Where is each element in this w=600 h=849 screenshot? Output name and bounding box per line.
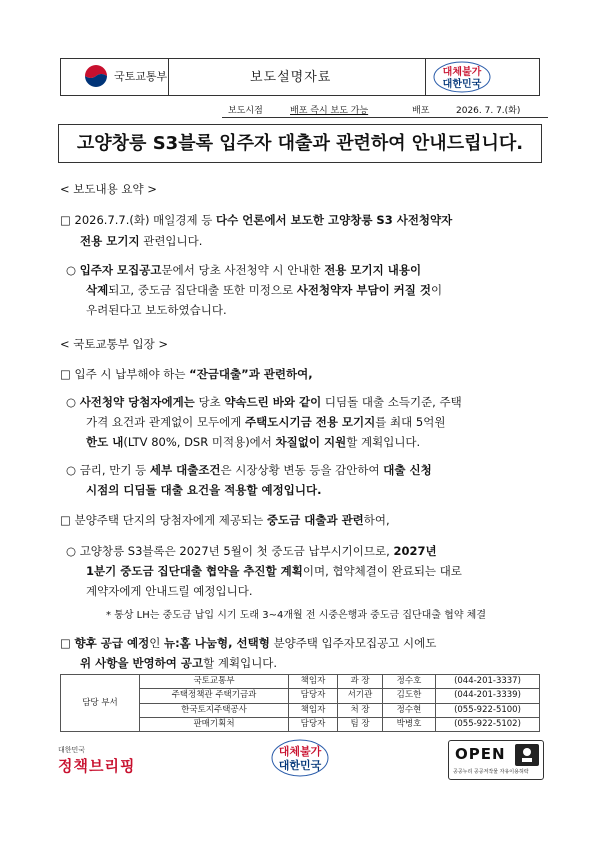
bullet-icon: ○	[66, 544, 80, 558]
position-item: □ 향후 공급 예정인 뉴:홈 나눔형, 선택형 분양주택 입주자모집공고 시에도	[60, 636, 437, 650]
summary-item: □ 2026.7.7.(화) 매일경제 등 다수 언론에서 보도한 고양창릉 S3 사전청약자	[60, 213, 453, 227]
header-divider	[168, 58, 169, 96]
position-subitem-cont: 한도 내(LTV 80%, DSR 미적용)에서 차질없이 지원할 계획입니다.	[86, 435, 421, 449]
ministry-name: 국토교통부	[114, 70, 168, 83]
svg-text:대체불가: 대체불가	[278, 745, 322, 758]
info-rule	[222, 117, 548, 118]
svg-text:대한민국: 대한민국	[278, 759, 322, 772]
korea-small-text: 대한민국	[58, 746, 86, 754]
org-sub: 주택정책관 주택기금과	[140, 689, 289, 703]
date-label: 배포	[412, 106, 430, 116]
org-name: 국토교통부	[140, 675, 289, 689]
svg-text:대한민국: 대한민국	[442, 79, 482, 90]
summary-item-cont: 전용 모기지 관련입니다.	[80, 234, 203, 248]
position-heading: < 국토교통부 입장 >	[60, 337, 169, 351]
position-item-cont: 위 사항을 반영하여 공고할 계획입니다.	[80, 656, 278, 670]
checkbox-icon: □	[60, 367, 75, 381]
contact-table	[60, 674, 540, 732]
position-subitem-cont: 1분기 중도금 집단대출 협약을 추진할 계획이며, 협약체결이 완료되는 대로	[86, 564, 462, 578]
summary-subitem-cont: 우려된다고 보도하였습니다.	[86, 303, 227, 317]
license-icon	[515, 744, 539, 766]
date-value: 2026. 7. 7.(화)	[456, 106, 521, 116]
position-subitem-cont: 계약자에게 안내드릴 예정입니다.	[86, 584, 253, 598]
table-row: 담당 부서 국토교통부 책임자 과 장 정수호 (044-201-3337)	[61, 675, 540, 689]
position-subitem: ○ 고양창릉 S3블록은 2027년 5월이 첫 중도금 납부시기이므로, 2027년	[66, 544, 437, 558]
checkbox-icon: □	[60, 636, 75, 650]
document-type: 보도설명자료	[250, 70, 332, 85]
bullet-icon: ○	[66, 395, 80, 409]
release-value: 배포 즉시 보도 가능	[290, 106, 369, 116]
position-subitem-cont: 시점의 디딤돌 대출 요건을 적용할 예정입니다.	[86, 483, 322, 497]
checkbox-icon: □	[60, 513, 75, 527]
open-text: OPEN	[455, 745, 506, 763]
dept-label: 담당 부서	[61, 675, 140, 732]
summary-heading: < 보도내용 요약 >	[60, 182, 157, 196]
position-subitem: ○ 사전청약 당첨자에게는 당초 약속드린 바와 같이 디딤돌 대출 소득기준, 주택	[66, 395, 462, 409]
release-label: 보도시점	[228, 106, 263, 116]
footnote: * 통상 LH는 중도금 납입 시기 도래 3~4개월 전 시중은행과 중도금 집단대출 협약 체결	[106, 610, 486, 621]
position-subitem-cont: 가격 요건과 관계없이 모두에게 주택도시기금 전용 모기지를 최대 5억원	[86, 415, 446, 429]
table-row: 주택정책관 주택기금과 담당자 서기관 김도한 (044-201-3339)	[61, 689, 540, 703]
header-divider	[425, 58, 426, 96]
svg-text:대체불가: 대체불가	[442, 67, 482, 78]
open-caption: 공공누리 공공저작물 자유이용허락	[453, 769, 529, 775]
position-item: □ 분양주택 단지의 당첨자에게 제공되는 중도금 대출과 관련하여,	[60, 513, 390, 527]
bullet-icon: ○	[66, 263, 80, 277]
open-license-badge	[448, 740, 544, 780]
bullet-icon: ○	[66, 463, 80, 477]
slogan-logo-icon	[270, 738, 330, 778]
position-subitem: ○ 금리, 만기 등 세부 대출조건은 시장상황 변동 등을 감안하여 대출 신청	[66, 463, 432, 477]
org-name: 한국토지주택공사	[140, 703, 289, 717]
policy-briefing-logo	[58, 745, 135, 776]
summary-subitem: ○ 입주자 모집공고문에서 당초 사전청약 시 안내한 전용 모기지 내용이	[66, 263, 422, 277]
org-sub: 판매기획처	[140, 717, 289, 731]
government-emblem-icon	[84, 64, 108, 88]
slogan-logo-icon	[432, 60, 492, 93]
page-title: 고양창릉 S3블록 입주자 대출과 관련하여 안내드립니다.	[76, 133, 524, 154]
checkbox-icon: □	[60, 213, 75, 227]
table-row: 한국토지주택공사 책임자 처 장 정수현 (055-922-5100)	[61, 703, 540, 717]
policy-brief-text: 정책브리핑	[58, 757, 136, 775]
summary-subitem-cont: 삭제되고, 중도금 집단대출 또한 미정으로 사전청약자 부담이 커질 것이	[86, 283, 443, 297]
table-row: 판매기획처 담당자 팀 장 박병호 (055-922-5102)	[61, 717, 540, 731]
position-item: □ 입주 시 납부해야 하는 “잔금대출”과 관련하여,	[60, 367, 313, 381]
